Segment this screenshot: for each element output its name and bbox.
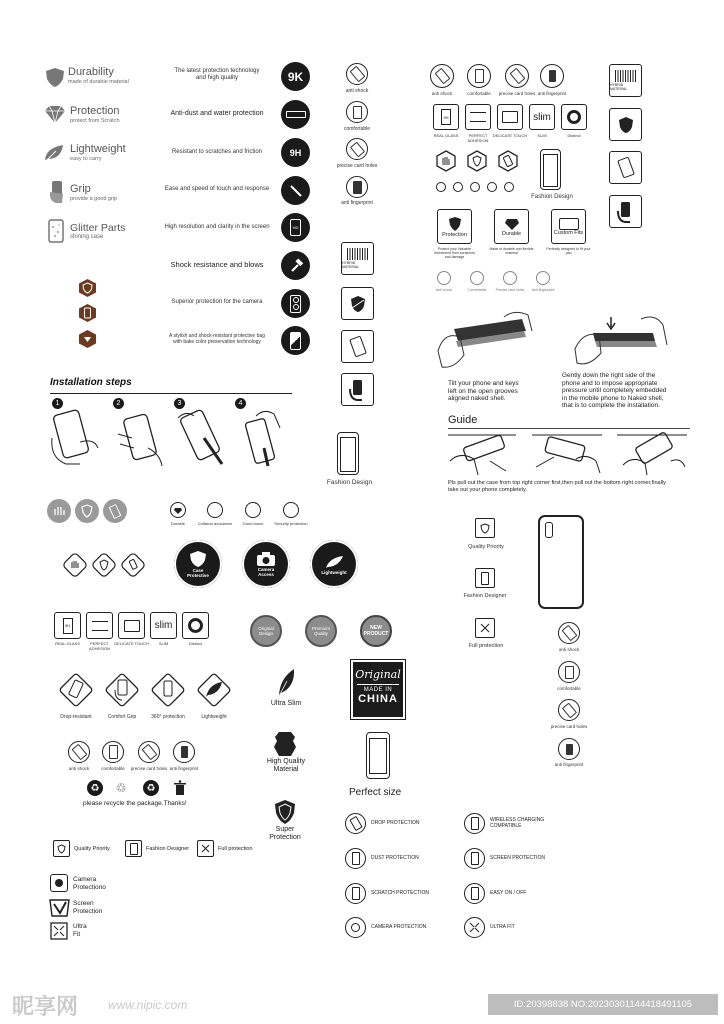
delicate-touch-icon: [497, 104, 523, 130]
icon-label: PERFECT ADHESION: [89, 641, 110, 651]
hammer-badge-icon: [281, 251, 310, 280]
camera-badge-icon: [281, 289, 310, 318]
diamond-hex-icon: [79, 330, 96, 348]
badge-label: Camera Access: [257, 567, 275, 577]
new-product-seal: NEW PRODUCT: [360, 615, 392, 647]
tilt-phone-illustration: [434, 311, 534, 371]
recycle-circle-icon: ♻: [143, 780, 159, 796]
guide-text: Pls pull out the case from top right corner first,then pull out the bottom right corner,finally take out your phone completely.: [448, 480, 666, 493]
recycle-icon: ♻: [87, 780, 103, 796]
phone-round-icon: [103, 499, 127, 523]
icon-label: anti fingerprint: [537, 91, 567, 96]
anti-shock-icon: [430, 64, 454, 88]
touch-mini-icon: [245, 502, 261, 518]
comfortable-icon: [558, 661, 580, 683]
protection-box: [437, 209, 472, 244]
ultra-fit-icon: [464, 917, 485, 938]
icon-label: REAL GLASS: [55, 641, 80, 646]
card-holes-icon: [505, 64, 529, 88]
fashion-designer-icon: [125, 840, 142, 857]
watermark-logo: 昵享网: [12, 995, 79, 1020]
glass-glyph: 9H: [63, 618, 73, 634]
full-protection-icon: [197, 840, 214, 857]
icon-label: SLIM: [158, 641, 169, 646]
icon-label: precise card holes: [130, 766, 168, 771]
lightweight-badge: [310, 540, 358, 588]
original-design-seal: Original Design: [250, 615, 282, 647]
ultra-fit-icon: [50, 922, 68, 940]
comfortable-icon: [470, 271, 484, 285]
phone-touch-square-icon: [609, 151, 642, 184]
recycle-arrows-icon: ♲: [115, 781, 127, 795]
hybrid-label: HYBRID MATERIAL: [342, 261, 360, 269]
phone-case-outline: [538, 515, 584, 609]
mini-round-icon: [453, 182, 463, 192]
phone-outline-icon: [366, 732, 390, 779]
phone-touch-square-icon: [341, 330, 374, 363]
step-number: 4: [235, 398, 246, 409]
badge-label: Case Protective: [187, 568, 209, 578]
trash-icon: [173, 780, 187, 796]
case-badge-icon: [281, 326, 310, 355]
feature-sub: easy to carry: [70, 156, 102, 162]
badge-label: Lightweight: [321, 569, 347, 575]
box-title: Durable: [501, 230, 522, 237]
shield-icon: [188, 550, 208, 568]
delicate-touch-icon: [118, 612, 145, 639]
distinct-icon: [561, 104, 587, 130]
camera-access-badge: [242, 540, 290, 588]
custom-fits-box: [551, 209, 586, 244]
mini-label: Security protection: [274, 521, 308, 526]
step-number: 1: [52, 398, 63, 409]
grid-label: SCRATCH PROTECTION: [371, 890, 429, 896]
made-in: MADE IN: [363, 687, 393, 693]
press-phone-illustration: [571, 311, 671, 371]
icon-label: Comfortable: [467, 288, 487, 292]
scratch-protection-icon: [345, 883, 366, 904]
icon-label: comfortable: [467, 91, 491, 96]
icon-label: SLIM: [537, 133, 547, 138]
box-desc: Protect your Valuable investment from scratches and damage: [434, 247, 475, 259]
original-made-in-china-badge: [351, 660, 405, 719]
icon-label: Distinct: [567, 133, 581, 138]
phone-outline-diamond-icon: [121, 553, 145, 577]
phone-hex-icon: [497, 150, 519, 172]
camera-protection-icon: [50, 874, 68, 892]
glitter-phone-icon: [48, 219, 64, 243]
quality-label: Full protection: [468, 643, 504, 649]
super-protection-shield-icon: [274, 799, 296, 825]
security-mini-icon: [283, 502, 299, 518]
anti-shock-icon: [558, 622, 580, 644]
drop-resistant-icon: [56, 670, 96, 710]
watermark-id: ID:20398838 NO:20230301144418491105: [488, 994, 718, 1015]
fashion-design-label: Fashion Design: [326, 479, 373, 486]
mini-label: Collision avoidance: [197, 521, 233, 526]
tablet-icon: [559, 218, 579, 230]
recycle-text: please recycle the package.Thanks!: [83, 800, 187, 807]
icon-label: Anti shock: [435, 288, 453, 292]
feature-line-text: Shock resistance and blows: [170, 260, 264, 269]
comfortable-icon: [346, 101, 368, 123]
icon-label: anti fingerprint: [341, 200, 373, 206]
shield-icon: [44, 66, 66, 88]
fingerprint-icon: [558, 738, 580, 760]
feature-line-text: Resistant to scratches and friction: [171, 149, 263, 155]
slim-icon: slim: [529, 104, 555, 130]
anti-shock-icon: [68, 741, 90, 763]
phone-outline-icon: [540, 149, 561, 190]
icon-label: anti shock: [345, 88, 369, 94]
icon-label: Distinct: [188, 641, 203, 646]
box-desc: Made of durable and flexible material: [489, 247, 534, 255]
feature-sub: protect from Scratch: [70, 118, 120, 124]
feather-icon: [323, 554, 345, 570]
hybrid-material-icon: [341, 242, 374, 275]
hd-badge-icon: [281, 213, 310, 242]
durable-mini-icon: [170, 502, 186, 518]
card-holes-icon: [138, 741, 160, 763]
perfect-adhesion-icon: [86, 612, 113, 639]
camera-icon: [256, 551, 276, 567]
feature-sub: shining case: [70, 234, 104, 240]
badge-9k: 9K: [281, 62, 310, 91]
mini-round-icon: [504, 182, 514, 192]
tilt-text: Tilt your phone and keys left on the open grooves aligned naked shell.: [448, 380, 519, 402]
shield-hex-icon: [466, 150, 488, 172]
feature-line-text: Anti-dust and water protection: [170, 110, 264, 117]
hybrid-material-icon: [609, 64, 642, 97]
icon-label: anti shock: [68, 766, 90, 771]
camera-cutout: [545, 522, 553, 538]
quality-label: Fashion Designer: [463, 593, 507, 599]
icon-label: anti shock: [431, 91, 453, 96]
guide-illustration-1: [446, 431, 518, 477]
box-title: Protection: [442, 231, 467, 238]
guide-illustration-3: [615, 431, 689, 477]
hybrid-label: HYBRID MATERIAL: [610, 83, 628, 91]
icon-label: comfortable: [343, 126, 371, 132]
perfect-size-label: Perfect size: [349, 787, 402, 798]
leather-icon: [273, 731, 297, 757]
leaf-icon: [42, 142, 66, 164]
icon-label: comfortable: [101, 766, 125, 771]
install-title: Installation steps: [50, 377, 132, 388]
box-desc: Perfectly designed to fit your pad: [546, 247, 591, 255]
durable-box: [494, 209, 529, 244]
shield-hex-icon: [79, 279, 96, 297]
diamond-label: 360° protection: [151, 714, 185, 720]
icon-label: REAL GLASS: [433, 133, 459, 138]
wireless-charging-icon: [464, 813, 485, 834]
feature-title: Grip: [70, 183, 91, 195]
dust-badge-icon: [281, 100, 310, 129]
comfortable-icon: [467, 64, 491, 88]
fingerprint-icon: [540, 64, 564, 88]
hand-hex-icon: [435, 150, 457, 172]
icon-label: PERFECT ADHESION: [467, 133, 489, 143]
icon-label: precise card holes: [550, 724, 588, 729]
icon-label: Anti fingerprint: [531, 288, 555, 292]
icon-label: anti fingerprint: [169, 766, 199, 771]
feature-title: Glitter Parts: [70, 222, 126, 234]
full-protection-icon: [475, 618, 495, 638]
dust-protection-icon: [345, 848, 366, 869]
feature-sub: made of durable material: [68, 79, 129, 85]
feature-line-text: The latest protection technology and high quality: [174, 68, 260, 81]
case-protective-badge: [174, 540, 222, 588]
icon-label: comfortable: [557, 686, 581, 691]
shield-outline-icon: [92, 553, 116, 577]
lightweight-feather-icon: [194, 670, 234, 710]
phone-outline-icon: [337, 432, 359, 475]
mini-label: Durable: [170, 521, 185, 526]
mini-round-icon: [487, 182, 497, 192]
slim-icon: slim: [150, 612, 177, 639]
leather-label: High Quality Material: [266, 758, 306, 773]
icon-label: DELICATE TOUCH: [492, 133, 528, 138]
diamond-label: Lightweight: [201, 714, 227, 720]
mini-round-icon: [470, 182, 480, 192]
feature-line-text: Superior protection for the camera: [171, 299, 263, 305]
hand-grip-icon: [48, 180, 66, 204]
icon-label: anti fingerprint: [554, 762, 584, 767]
grip-square-icon: [341, 373, 374, 406]
quality-label: Quality Priority: [468, 544, 504, 550]
grid-label: WIRELESS CHARGING COMPATIBLE: [490, 817, 545, 829]
icon-label: precise card holes: [336, 163, 378, 169]
feature-title: Durability: [68, 66, 114, 78]
grid-label: SCREEN PROTECTION: [490, 855, 546, 861]
grid-label: DUST PROTECTION: [371, 855, 419, 861]
real-glass-icon: [54, 612, 81, 639]
camera-protection-icon: [345, 917, 366, 938]
distinct-icon: [182, 612, 209, 639]
anti-shock-icon: [346, 63, 368, 85]
fingerprint-icon: [536, 271, 550, 285]
diamond-label: Comfort Grip: [107, 714, 137, 720]
shield-icon: [447, 216, 463, 232]
list-label: Camera Protectiono: [73, 876, 106, 891]
badge-9h: 9H: [281, 138, 310, 167]
grid-label: ULTRA FIT: [490, 924, 515, 930]
phone-hex-icon: [79, 304, 96, 322]
box-title: Custom Fits: [553, 229, 584, 236]
icon-label: precise card holes: [498, 91, 536, 96]
fashion-designer-icon: [475, 568, 495, 588]
country: CHINA: [358, 693, 398, 705]
quality-priority-icon: [475, 518, 495, 538]
stylus-badge-icon: [281, 176, 310, 205]
comfortable-icon: [102, 741, 124, 763]
glass-glyph: 9H: [441, 109, 451, 125]
hd-text: HD: [290, 219, 301, 236]
watermark-site: www.nipic.com: [108, 998, 188, 1012]
card-holes-icon: [346, 138, 368, 160]
icon-label: Precise card holes: [495, 288, 525, 292]
original-word: Original: [355, 668, 401, 681]
step-number: 2: [113, 398, 124, 409]
icon-label: anti shock: [558, 647, 580, 652]
comfort-grip-icon: [102, 670, 142, 710]
ultra-slim-label: Ultra Slim: [270, 700, 302, 707]
easy-on-off-icon: [464, 883, 485, 904]
icon-label: DELICATE TOUCH: [114, 641, 149, 646]
premium-quality-seal: Premium Quality: [305, 615, 337, 647]
real-glass-icon: [433, 104, 459, 130]
guide-illustration-2: [530, 431, 604, 477]
mini-icons-row: [436, 182, 514, 192]
feature-line-text: High resolution and clarity in the screen: [164, 224, 270, 230]
perfect-adhesion-icon: [465, 104, 491, 130]
shield-square-icon: [341, 287, 374, 320]
install-steps-illustration: [50, 408, 300, 470]
grid-label: EASY ON / OFF: [490, 890, 527, 896]
diamond-icon: [504, 217, 520, 231]
hand-outline-icon: [63, 553, 87, 577]
feature-sub: provide a good grip: [70, 196, 118, 202]
step-number: 3: [174, 398, 185, 409]
list-label: Ultra Fit: [73, 923, 87, 938]
diamond-icon: [44, 104, 66, 124]
360-protection-icon: [148, 670, 188, 710]
fashion-design-label: Fashion Design: [531, 194, 573, 200]
install-divider: [50, 393, 292, 394]
screen-protection-icon: [49, 898, 70, 918]
anti-shock-icon: [437, 271, 451, 285]
collision-mini-icon: [207, 502, 223, 518]
card-holes-icon: [503, 271, 517, 285]
feather-icon: [275, 667, 297, 699]
grip-square-icon: [609, 195, 642, 228]
guide-title: Guide: [448, 414, 478, 426]
fingerprint-icon: [346, 176, 368, 198]
super-protection-label: Super Protection: [269, 826, 301, 841]
feature-title: Lightweight: [70, 143, 126, 155]
grid-label: CAMERA PROTECTION: [371, 924, 427, 930]
screen-protection-icon: [464, 848, 485, 869]
quality-priority-icon: [53, 840, 70, 857]
feature-line-text: Ease and speed of touch and response: [164, 186, 270, 192]
distinct-ring: [567, 110, 581, 124]
mini-label: Good touch: [242, 521, 264, 526]
distinct-ring: [188, 618, 203, 633]
list-label: Screen Protection: [73, 900, 103, 915]
drop-protection-icon: [345, 813, 366, 834]
card-holes-icon: [558, 699, 580, 721]
quality-label: Fashion Designer: [146, 846, 190, 852]
feature-title: Protection: [70, 105, 120, 117]
shield-square-icon: [609, 108, 642, 141]
press-text: Gently down the right side of the phone and to impose appropriate pressure until completely embedded in the mobile phone to Naked shell, that is to complete the installation.: [562, 372, 667, 409]
quality-label: Full protection: [218, 846, 253, 852]
guide-divider: [448, 428, 690, 429]
fingerprint-icon: [173, 741, 195, 763]
grid-label: DROP PROTECTION: [371, 820, 420, 826]
quality-label: Quality Priority: [74, 846, 110, 852]
hand-round-icon: [47, 499, 71, 523]
mini-round-icon: [436, 182, 446, 192]
feature-line-text: A stylish and shock-resistant protective bag with bake color preservation technology: [169, 333, 265, 345]
diamond-label: Drop-resistant: [60, 714, 92, 720]
shield-round-icon: [75, 499, 99, 523]
